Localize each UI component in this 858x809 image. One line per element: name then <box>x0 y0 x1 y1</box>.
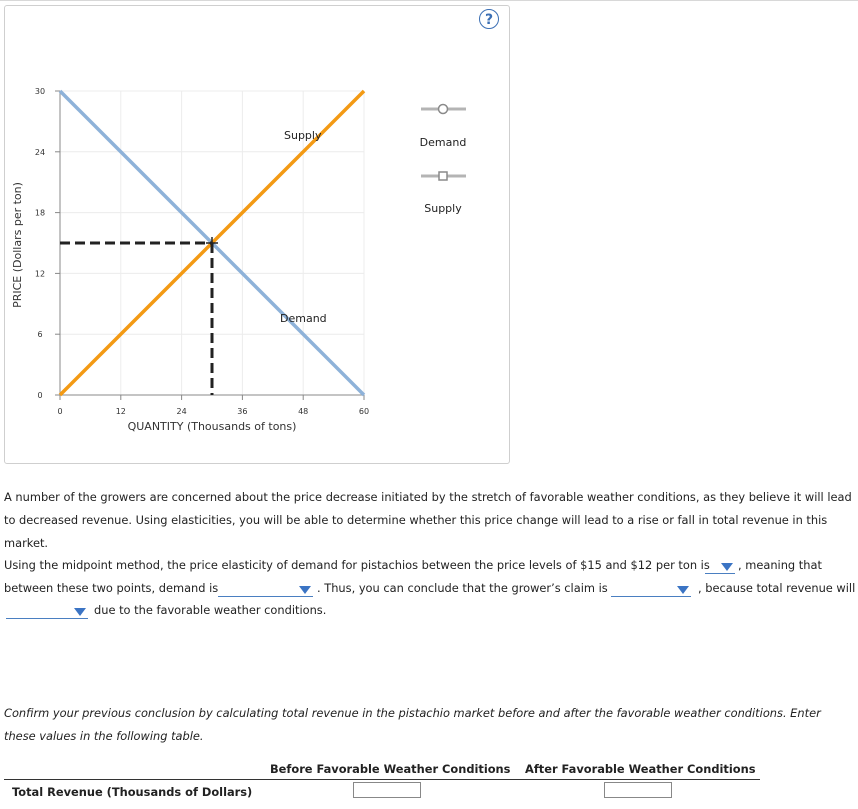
supply-demand-graph[interactable] <box>0 0 510 460</box>
y-tick-label: 30 <box>34 87 46 96</box>
question-text-1: Using the midpoint method, the price elasticity of demand for pistachios between the price levels of $15 and $12 per ton is <box>4 558 710 572</box>
table-header-before: Before Favorable Weather Conditions <box>270 762 511 776</box>
question-text-6: due to the favorable weather conditions. <box>94 603 327 617</box>
x-tick-label: 60 <box>358 407 370 416</box>
legend-demand-label: Demand <box>419 136 467 149</box>
table-row-label: Total Revenue (Thousands of Dollars) <box>12 785 253 799</box>
legend-demand[interactable] <box>421 105 466 114</box>
table-header-after: After Favorable Weather Conditions <box>525 762 756 776</box>
legend-supply[interactable] <box>421 172 466 180</box>
table-divider <box>4 779 760 780</box>
y-tick-label: 24 <box>34 147 46 157</box>
supply-curve-label: Supply <box>284 129 322 142</box>
x-tick-label: 0 <box>57 407 63 416</box>
y-tick-label: 18 <box>34 208 46 218</box>
demand-curve-label: Demand <box>280 312 327 325</box>
question-text-5: , because total revenue will <box>698 581 856 595</box>
help-icon[interactable]: ? <box>479 9 499 29</box>
revenue-before-input[interactable] <box>353 782 421 798</box>
supply-legend-icon <box>439 172 447 180</box>
dropdown-arrow-icon <box>299 586 311 594</box>
demand-type-dropdown[interactable] <box>218 582 313 597</box>
elasticity-dropdown[interactable] <box>705 559 735 574</box>
question-text-4: . Thus, you can conclude that the grower’s claim is <box>317 581 608 595</box>
demand-legend-icon <box>439 105 448 114</box>
x-tick-label: 12 <box>115 407 126 416</box>
question-text-3: between these two points, demand is <box>4 581 219 595</box>
dropdown-arrow-icon <box>721 563 733 571</box>
x-tick-label: 36 <box>237 407 248 416</box>
claim-dropdown[interactable] <box>611 582 691 597</box>
question-text-2: , meaning that <box>738 558 822 572</box>
legend-supply-label: Supply <box>424 202 462 215</box>
y-tick-label: 0 <box>37 391 43 400</box>
confirm-paragraph: Confirm your previous conclusion by calculating total revenue in the pistachio market before and after the favorable weather conditions. Enter these values in the following table. <box>4 706 821 743</box>
dropdown-arrow-icon <box>74 608 86 616</box>
y-tick-label: 6 <box>37 330 43 340</box>
dropdown-arrow-icon <box>677 586 689 594</box>
revenue-change-dropdown[interactable] <box>6 604 88 619</box>
revenue-after-input[interactable] <box>604 782 672 798</box>
intro-paragraph: A number of the growers are concerned about the price decrease initiated by the stretch of favorable weather conditions, as they believe it will lead to decreased revenue. Using elasticities, you will be able to determine whether this price change will lead to a rise or fall in total revenue in this market. <box>4 490 852 550</box>
x-tick-label: 48 <box>298 407 309 416</box>
y-tick-label: 12 <box>34 269 46 279</box>
x-tick-label: 24 <box>176 407 187 416</box>
y-axis-label: PRICE (Dollars per ton) <box>11 182 24 308</box>
x-axis-label: QUANTITY (Thousands of tons) <box>127 420 297 433</box>
